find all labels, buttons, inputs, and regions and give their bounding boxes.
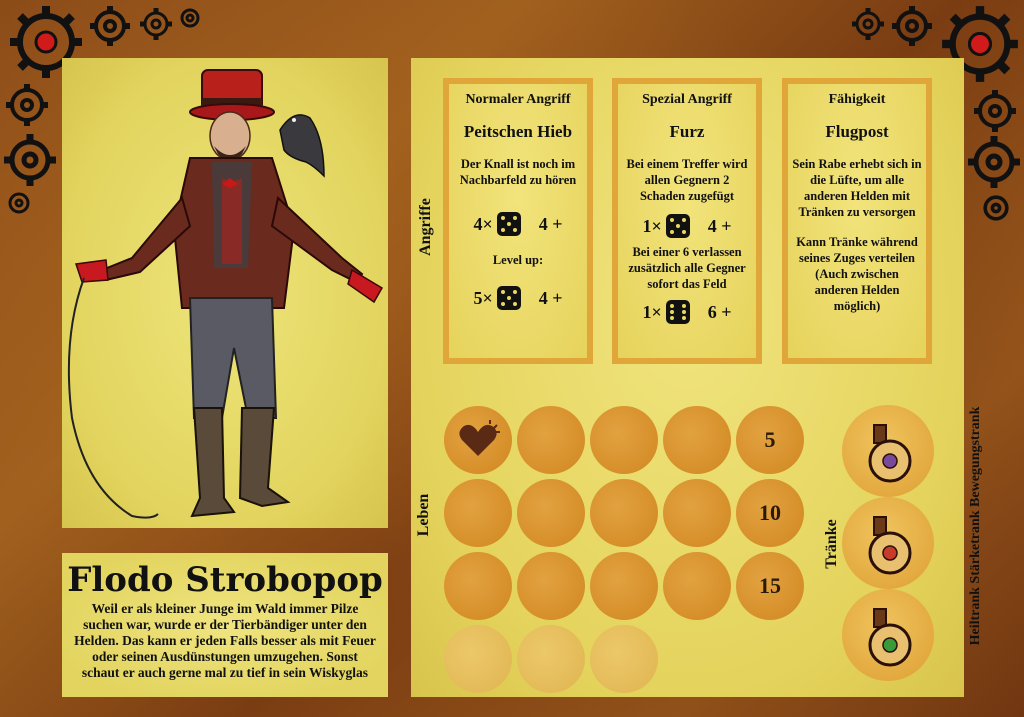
card-type: Fähigkeit [828,92,886,107]
life-token-start [444,406,512,474]
potion-slot-movement[interactable] [842,405,934,497]
gear-icon [4,188,34,218]
card-name: Flugpost [825,122,889,141]
gear-icon [2,132,58,188]
potion-flask-icon [842,589,934,681]
gear-icon [972,88,1018,134]
dice-target: 4 + [538,213,563,234]
life-token[interactable] [444,552,512,620]
card-description: Bei einem Treffer wird allen Gegnern 2 Schaden zugefügt [626,157,748,203]
card-name: Furz [669,122,705,141]
life-token[interactable] [517,552,585,620]
life-token[interactable] [590,479,658,547]
life-mark: 10 [759,500,781,525]
character-illustration [62,58,388,528]
life-mark: 15 [759,573,781,598]
life-token-5[interactable] [736,406,804,474]
ability-card [782,78,932,364]
die-icon [497,212,521,236]
dice-target: 6 + [707,301,732,322]
hero-bio: Weil er als kleiner Junge im Wald immer Pilze suchen war, wurde er der Tierbändiger unter den Helden. Das kann er jeden Falls besser als mit Feuer oder seinen Ausdünstungen umzugehen. Sonst schaut er auch gerne mal zu tief in sein Wiskyglas [74,601,376,680]
life-section-label: Leben [415,493,432,537]
life-token[interactable] [590,552,658,620]
card-name: Peitschen Hieb [463,122,573,141]
gear-icon [966,134,1022,190]
hero-bio-panel [62,553,388,697]
life-token[interactable] [663,406,731,474]
life-token[interactable] [517,625,585,693]
dice-roll [449,212,587,236]
life-token[interactable] [444,625,512,693]
gear-icon [850,6,886,42]
special-attack-card [612,78,762,364]
potion-names-label: Heiltrank Stärketrank Bewegungstrank [968,406,983,646]
life-token-10[interactable] [736,479,804,547]
dice-count: 1× [642,301,662,322]
die-icon [666,214,690,238]
life-token[interactable] [444,479,512,547]
dice-count: 1× [642,215,662,236]
dice-roll [618,300,756,324]
normal-attack-card [443,78,593,364]
card-extra: Kann Tränke während seines Zuges verteilen (Auch zwischen anderen Helden möglich) [796,235,918,313]
dice-roll [618,214,756,238]
life-mark: 5 [764,427,776,452]
life-token[interactable] [663,479,731,547]
life-token-15[interactable] [736,552,804,620]
life-token[interactable] [590,406,658,474]
card-description: Der Knall ist noch im Nachbarfeld zu hören [459,157,577,187]
life-token[interactable] [590,625,658,693]
potion-flask-icon [842,405,934,497]
gear-icon [4,82,50,128]
dice-target: 4 + [538,287,563,308]
life-token[interactable] [517,479,585,547]
gear-icon [176,4,204,32]
potion-slot-healing[interactable] [842,589,934,681]
card-description: Sein Rabe erhebt sich in die Lüfte, um alle anderen Helden mit Tränken zu versorgen [792,157,922,219]
potion-slot-strength[interactable] [842,497,934,589]
dice-roll [449,286,587,310]
life-token[interactable] [517,406,585,474]
dice-count: 5× [473,287,493,308]
die-icon [497,286,521,310]
attacks-section-label: Angriffe [417,198,434,256]
gear-icon [88,4,132,48]
card-extra: Bei einer 6 verlassen zusätzlich alle Gegner sofort das Feld [628,245,746,291]
dice-target: 4 + [707,215,732,236]
dice-count: 4× [473,213,493,234]
gear-icon [890,4,934,48]
life-token[interactable] [663,552,731,620]
die-icon [666,300,690,324]
gear-icon [138,6,174,42]
character-portrait-panel [62,58,388,528]
heart-sun-icon [444,406,512,474]
card-type: Spezial Angriff [642,92,732,107]
potion-flask-icon [842,497,934,589]
card-type: Normaler Angriff [465,92,571,107]
potions-section-label: Tränke [823,519,840,569]
hero-name: Flodo Strobopop [67,560,383,600]
gear-icon [978,190,1014,226]
card-extra: Level up: [492,253,544,267]
